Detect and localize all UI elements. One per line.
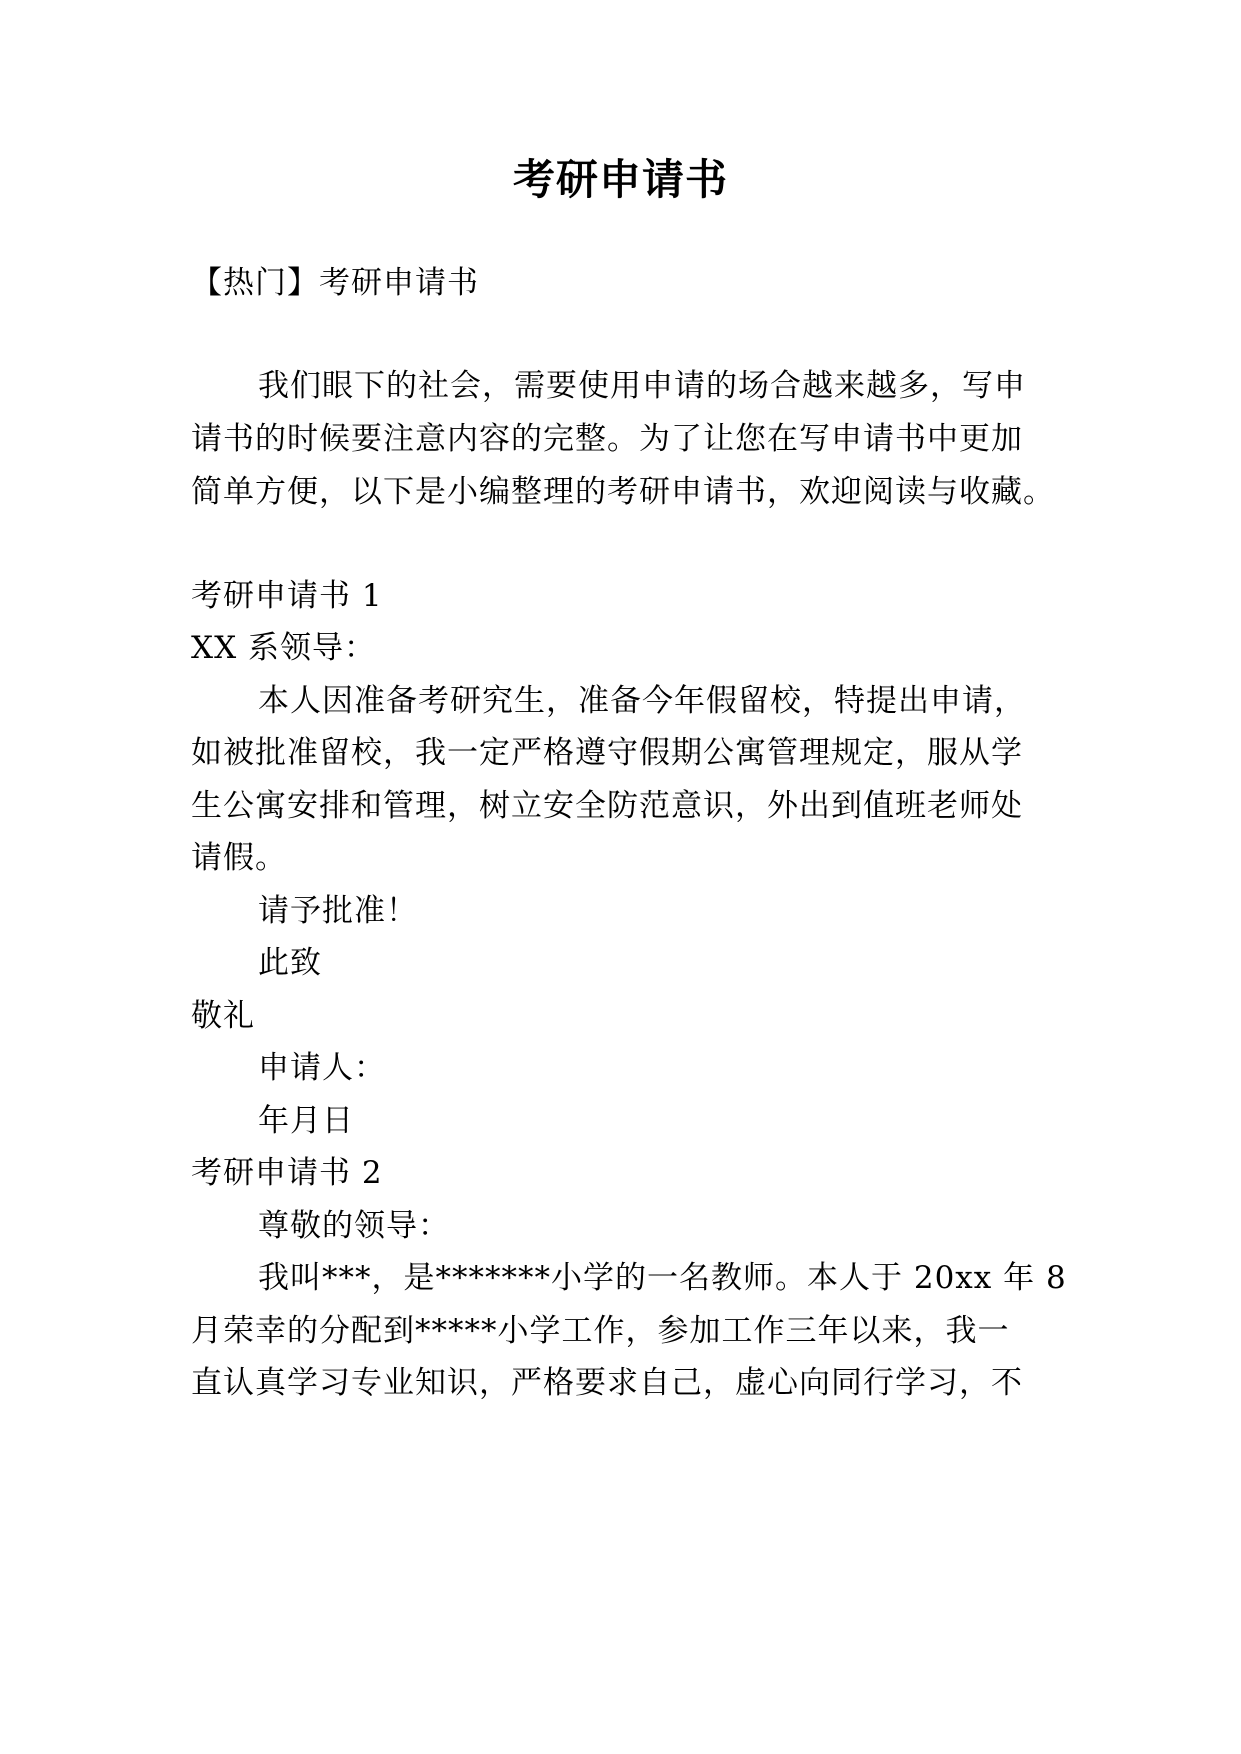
document-title: 考研申请书 xyxy=(512,155,728,204)
letter2-body-line-2: 月荣幸的分配到*****小学工作，参加工作三年以来，我一 xyxy=(191,1313,1010,1349)
letter1-body-line-3: 生公寓安排和管理，树立安全防范意识，外出到值班老师处 xyxy=(191,788,1023,824)
letter2-heading: 考研申请书 2 xyxy=(191,1155,383,1191)
intro-line-3: 简单方便，以下是小编整理的考研申请书，欢迎阅读与收藏。 xyxy=(191,474,1055,510)
letter1-body-line-4: 请假。 xyxy=(191,840,287,876)
letter2-body-line-3: 直认真学习专业知识，严格要求自己，虚心向同行学习，不 xyxy=(191,1365,1023,1401)
letter1-body-line-1: 本人因准备考研究生，准备今年假留校，特提出申请， xyxy=(258,683,1026,719)
document-subtitle: 【热门】考研申请书 xyxy=(191,265,479,301)
letter1-salutation: XX 系领导： xyxy=(191,630,376,666)
letter1-date: 年月日 xyxy=(258,1103,354,1139)
letter1-heading: 考研申请书 1 xyxy=(191,578,383,614)
intro-line-2: 请书的时候要注意内容的完整。为了让您在写申请书中更加 xyxy=(191,421,1023,457)
letter1-applicant: 申请人： xyxy=(258,1050,386,1086)
letter1-body-line-2: 如被批准留校，我一定严格遵守假期公寓管理规定，服从学 xyxy=(191,735,1023,771)
letter1-closing1: 此致 xyxy=(258,945,322,981)
intro-line-1: 我们眼下的社会，需要使用申请的场合越来越多，写申 xyxy=(258,368,1026,404)
letter2-salutation: 尊敬的领导： xyxy=(258,1208,450,1244)
letter1-closing2: 敬礼 xyxy=(191,998,255,1034)
letter1-request: 请予批准！ xyxy=(258,893,418,929)
letter2-body-line-1: 我叫***，是*******小学的一名教师。本人于 20xx 年 8 xyxy=(258,1260,1067,1296)
